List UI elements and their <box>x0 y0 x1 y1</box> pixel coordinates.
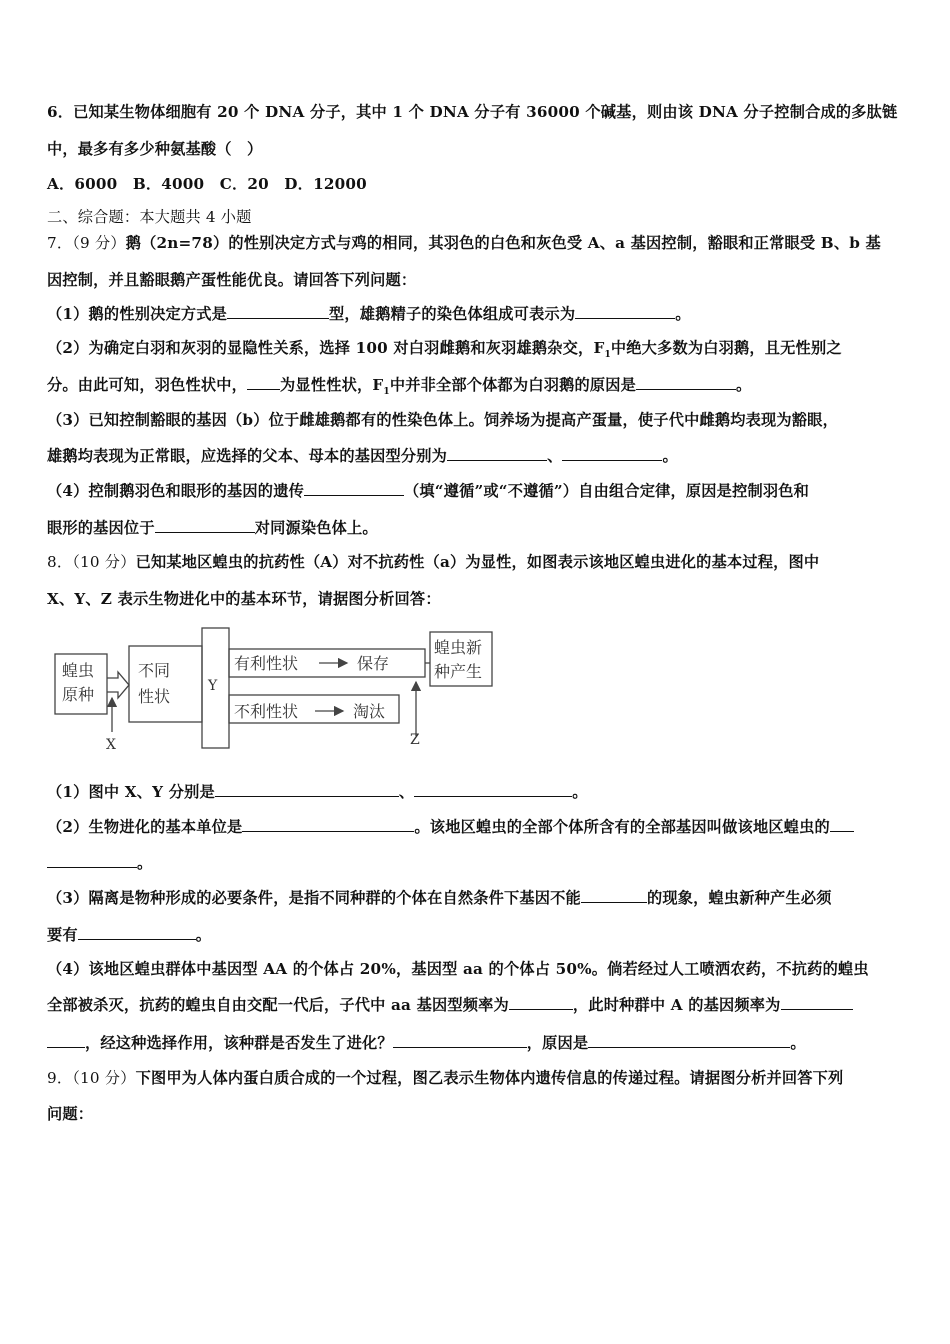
q8-p2-text-c: 。 <box>137 854 153 872</box>
q9-number: 9． <box>47 1069 73 1087</box>
q8-score: （10 分） <box>72 553 136 571</box>
q8-part4-line3 <box>47 1033 917 1053</box>
q7-p3-text-b: 雄鹅均表现为正常眼，应选择的父本、母本的基因型分别为 <box>47 447 448 465</box>
label-y: Y <box>208 678 218 694</box>
answer-blank[interactable] <box>414 782 572 797</box>
q7-p2-text-f: 。 <box>736 376 752 394</box>
q7-p2-text-d: 为显性性状，F <box>280 376 384 394</box>
answer-blank[interactable] <box>304 481 404 496</box>
q7-p3-text-d: 。 <box>662 447 678 465</box>
q8-p4-text-f: 。 <box>790 1034 806 1052</box>
answer-blank[interactable] <box>447 446 547 461</box>
q9-line2: 问题： <box>47 1105 94 1123</box>
q8-p1-text-c: 。 <box>572 783 588 801</box>
answer-blank[interactable] <box>781 995 853 1010</box>
answer-blank[interactable] <box>581 888 647 903</box>
q7-p1-text-c: 。 <box>675 305 691 323</box>
q8-line2: X、Y、Z 表示生物进化中的基本环节，请据图分析回答： <box>47 590 441 608</box>
q7-part1 <box>47 304 917 324</box>
q7-part3-line2 <box>47 446 917 466</box>
label-different: 不同 <box>138 661 171 680</box>
label-preserve: 保存 <box>357 654 390 673</box>
answer-blank[interactable] <box>242 817 414 832</box>
q9-score: （10 分） <box>72 1069 136 1087</box>
label-new-species-1: 蝗虫新 <box>434 638 483 657</box>
diagram-svg <box>52 624 502 756</box>
q8-p3-text-b: 的现象，蝗虫新种产生必须 <box>646 889 832 907</box>
q7-p4-text-d: 对同源染色体上。 <box>254 519 378 537</box>
answer-blank[interactable] <box>509 995 573 1010</box>
evolution-diagram <box>52 624 502 756</box>
q7-p4-text-a: （4）控制鹅羽色和眼形的基因的遗传 <box>47 482 304 500</box>
q7-p3-text-c: 、 <box>547 447 563 465</box>
label-unfavorable: 不利性状 <box>234 702 299 721</box>
q7-part4-line2 <box>47 518 917 538</box>
q7-p2-text-e: 中并非全部个体都为白羽鹅的原因是 <box>389 376 637 394</box>
q7-number: 7． <box>47 234 73 252</box>
q8-p4-text-d: ，经这种选择作用，该种群是否发生了进化？ <box>85 1034 393 1052</box>
q8-part3-line1 <box>47 888 917 908</box>
q7-part3-line1: （3）已知控制豁眼的基因（b）位于雌雄鹅都有的性染色体上。饲养场为提高产蛋量，使子代中雌鹅均表现为豁眼， <box>47 411 838 429</box>
q7-part2-line1 <box>47 338 917 365</box>
answer-blank[interactable] <box>588 1033 790 1048</box>
q7-part2-line2 <box>47 375 917 402</box>
label-locust: 蝗虫 <box>62 661 95 680</box>
label-favorable: 有利性状 <box>234 654 299 673</box>
q7-p2-text-a: （2）为确定白羽和灰羽的显隐性关系，选择 100 对白羽雌鹅和灰羽雄鹅杂交，F <box>47 339 605 357</box>
q8-p4-text-c: ，此时种群中 A 的基因频率为 <box>572 996 781 1014</box>
q8-stem-1: 已知某地区蝗虫的抗药性（A）对不抗药性（a）为显性，如图表示该地区蝗虫进化的基本过程，图中 <box>135 553 820 571</box>
q7-line2: 因控制，并且豁眼鹅产蛋性能优良。请回答下列问题： <box>47 271 417 289</box>
answer-blank[interactable] <box>155 518 255 533</box>
q7-p4-text-c: 眼形的基因位于 <box>47 519 155 537</box>
label-new-species-2: 种产生 <box>434 662 483 681</box>
q7-part4-line1 <box>47 481 917 501</box>
q7-score: （9 分） <box>72 234 126 252</box>
label-original: 原种 <box>62 685 95 704</box>
answer-blank[interactable] <box>227 304 329 319</box>
q8-p3-text-a: （3）隔离是物种形成的必要条件，是指不同种群的个体在自然条件下基因不能 <box>47 889 581 907</box>
q8-p4-text-b: 全部被杀灭，抗药的蝗虫自由交配一代后，子代中 aa 基因型频率为 <box>47 996 509 1014</box>
answer-blank[interactable] <box>47 853 137 868</box>
q8-p3-text-d: 。 <box>195 926 212 944</box>
q8-line1 <box>47 552 917 572</box>
answer-blank[interactable] <box>215 782 399 797</box>
q8-p2-text-b: 。该地区蝗虫的全部个体所含有的全部基因叫做该地区蝗虫的 <box>414 818 830 836</box>
q8-part2-line2 <box>47 853 917 873</box>
subscript: 1 <box>604 350 611 361</box>
q7-p1-text-a: （1）鹅的性别决定方式是 <box>47 305 228 323</box>
q7-p4-text-b: （填“遵循”或“不遵循”）自由组合定律，原因是控制羽色和 <box>403 482 810 500</box>
answer-blank[interactable] <box>562 446 662 461</box>
q8-p3-text-c: 要有 <box>47 926 78 944</box>
q7-p2-text-b: 中绝大多数为白羽鹅，且无性别之 <box>610 339 842 357</box>
q6-line2: 中，最多有多少种氨基酸（ ） <box>47 140 263 158</box>
answer-blank[interactable] <box>247 375 280 390</box>
label-z: Z <box>410 732 420 748</box>
answer-blank[interactable] <box>830 817 854 832</box>
q8-part4-line2 <box>47 995 917 1015</box>
subscript: 1 <box>383 387 390 398</box>
q8-p2-text-a: （2）生物进化的基本单位是 <box>47 818 243 836</box>
q8-part4-line1: （4）该地区蝗虫群体中基因型 AA 的个体占 20%，基因型 aa 的个体占 50%。倘若经过人工喷洒农药，不抗药的蝗虫 <box>47 960 869 978</box>
q8-part2-line1 <box>47 817 917 837</box>
label-x: X <box>106 737 116 753</box>
q8-p1-text-a: （1）图中 X、Y 分别是 <box>47 783 215 801</box>
q7-line1 <box>47 233 917 253</box>
q7-p1-text-b: 型，雄鹅精子的染色体组成可表示为 <box>329 305 576 323</box>
answer-blank[interactable] <box>393 1033 527 1048</box>
label-traits: 性状 <box>138 687 171 706</box>
q7-stem-1: 鹅（2n=78）的性别决定方式与鸡的相同，其羽色的白色和灰色受 A、a 基因控制，豁眼和正常眼受 B、b 基 <box>125 234 881 252</box>
hollow-arrow <box>107 672 129 698</box>
q9-stem-1: 下图甲为人体内蛋白质合成的一个过程，图乙表示生物体内遗传信息的传递过程。请据图分析并回答下列 <box>135 1069 844 1087</box>
q6-line1: 6．已知某生物体细胞有 20 个 DNA 分子，其中 1 个 DNA 分子有 36000 个碱基，则由该 DNA 分子控制合成的多肽链 <box>47 103 898 121</box>
q8-p4-text-e: ，原因是 <box>526 1034 589 1052</box>
q7-p2-text-c: 分。由此可知，羽色性状中， <box>47 376 248 394</box>
q9-line1 <box>47 1068 917 1088</box>
q8-part1 <box>47 782 917 802</box>
q8-p1-text-b: 、 <box>398 783 415 801</box>
section-title: 二、综合题：本大题共 4 小题 <box>47 208 252 226</box>
answer-blank[interactable] <box>78 925 196 940</box>
q8-part3-line2 <box>47 925 917 945</box>
label-eliminate: 淘汰 <box>353 702 386 721</box>
q6-options: A．6000 B．4000 C．20 D．12000 <box>47 175 367 193</box>
answer-blank[interactable] <box>47 1033 85 1048</box>
box-different-traits <box>129 646 202 722</box>
answer-blank[interactable] <box>636 375 736 390</box>
answer-blank[interactable] <box>575 304 675 319</box>
q8-number: 8． <box>47 553 73 571</box>
